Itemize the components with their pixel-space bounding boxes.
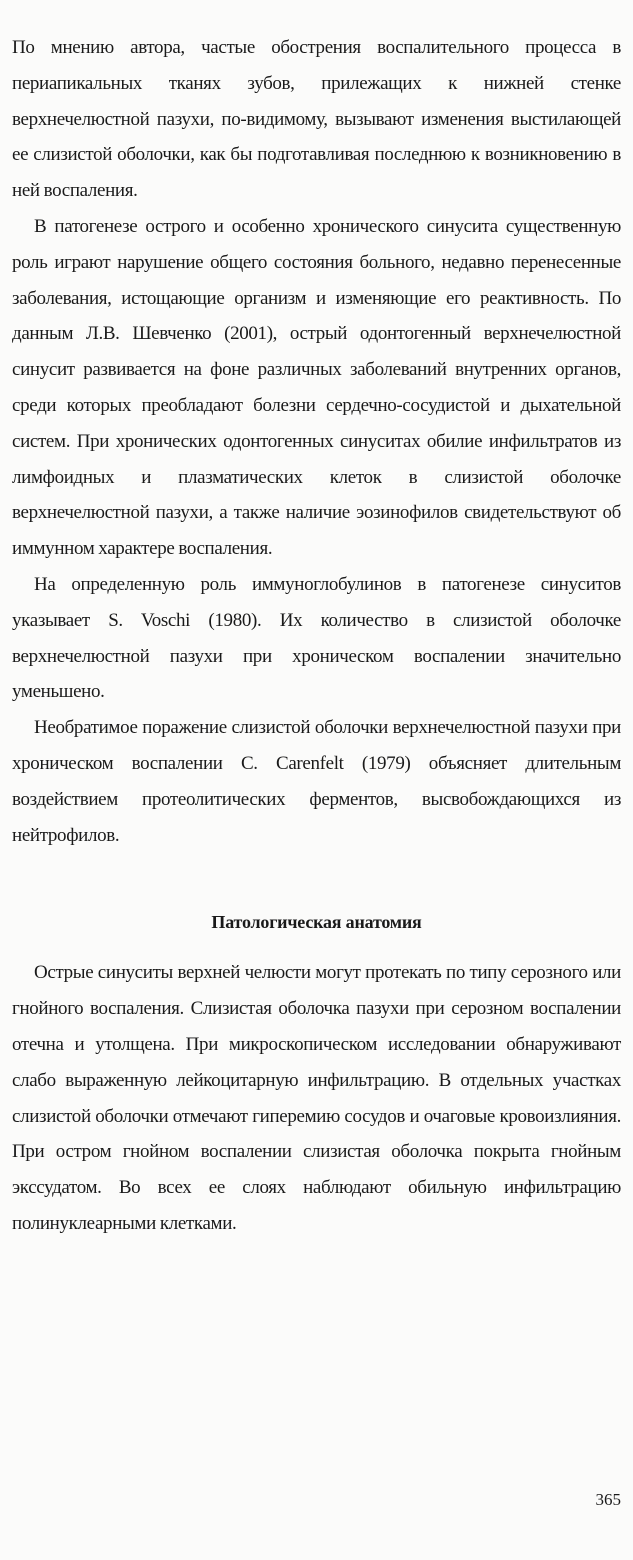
paragraph-acute-sinusitis: Острые синуситы верхней челюсти могут протекать по типу серозного или гнойного воспаления. Слизистая оболочка пазухи при серозном воспалении отечна и утолщена. При микроскопическом исследовании обнаруживают слабо выраженную лейкоцитарную инфильтрацию. В отдельных участках слизистой оболочки отмечают гиперемию сосудов и очаговые кровоизлияния. При остром гнойном воспалении слизистая оболочка покрыта гнойным экссудатом. Во всех ее слоях наблюдают обильную инфильтрацию полинуклеарными клетками. [12, 962, 621, 1234]
paragraph-pathogenesis: В патогенезе острого и особенно хронического синусита существенную роль играют нарушение общего состояния больного, недавно перенесенные заболевания, истощающие организм и изменяющие его реактивность. По данным Л.В. Шевченко (2001), острый одонтогенный верхнечелюстной синусит развивается на фоне различных заболеваний внутренних органов, среди которых преобладают болезни сердечно-сосудистой и дыхательной систем. При хронических одонтогенных синуситах обилие инфильтратов из лимфоидных и плазматических клеток в слизистой оболочке верхнечелюстной пазухи, а также наличие эозинофилов свидетельствуют об иммунном характере воспаления. [12, 215, 621, 560]
page-number: 365 [595, 1490, 621, 1509]
paragraph-irreversible-damage: Необратимое поражение слизистой оболочки верхнечелюстной пазухи при хроническом воспалении C. Carenfelt (1979) объясняет длительным воздействием протеолитических ферментов, высвобождающихся из нейтрофилов. [12, 717, 621, 846]
section-heading: Патологическая анатомия [211, 912, 422, 933]
paragraph-author-opinion: По мнению автора, частые обострения воспалительного процесса в периапикальных тканях зубов, прилежащих к нижней стенке верхнечелюстной пазухи, по-видимому, вызывают изменения выстилающей ее слизистой оболочки, как бы подготавливая последнюю к возникновению в ней воспаления. [12, 37, 621, 202]
paragraph-immunoglobulins: На определенную роль иммуноглобулинов в патогенезе синуситов указывает S. Voschi (1980). Их количество в слизистой оболочке верхнечелюстной пазухи при хроническом воспалении значительно уменьшено. [12, 573, 621, 703]
